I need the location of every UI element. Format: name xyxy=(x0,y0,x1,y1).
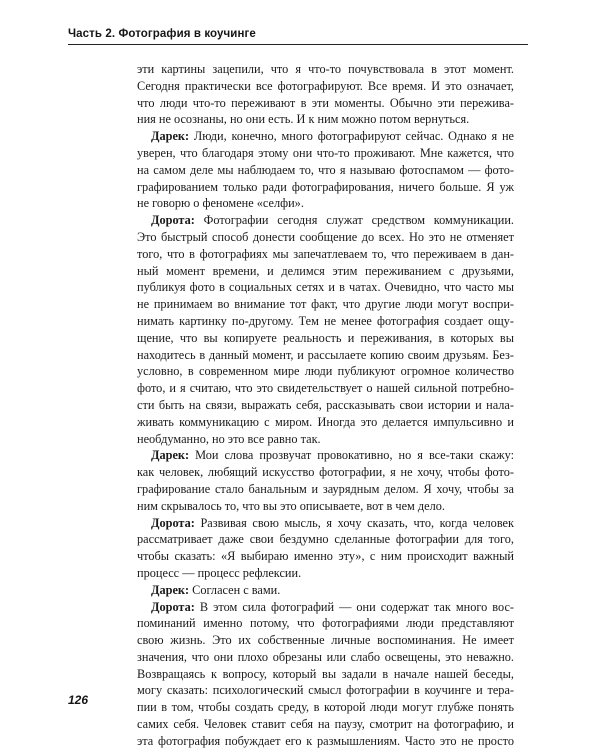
text-line xyxy=(137,313,514,330)
line-text: что люди что-то переживают в эти моменты. Обычно эти пережива- xyxy=(137,95,514,110)
text-line xyxy=(137,296,514,313)
text-line xyxy=(137,145,514,162)
line-text: графированием только ради фотографирования, ничего больше. Я уж xyxy=(137,179,514,194)
line-text: могу сказать: психологический смысл фотографии в коучинге и тера- xyxy=(137,683,514,698)
line-text: условно, в современном мире люди публикуют огромное количество xyxy=(137,364,514,379)
text-line xyxy=(137,632,514,649)
speaker-name: Дорота: xyxy=(151,515,195,530)
text-line xyxy=(137,330,514,347)
text-line xyxy=(137,699,514,716)
text-line xyxy=(137,565,514,582)
line-text: нимать картинку по-другому. Тем не менее фотография создает ощу- xyxy=(137,313,514,328)
line-text: как человек, любящий искусство фотографии, я не хочу, чтобы фото- xyxy=(137,465,514,480)
text-line xyxy=(137,464,514,481)
line-text: находитесь в данный момент, и рассылаете копию своим друзьям. Без- xyxy=(137,347,514,362)
text-line xyxy=(137,431,514,448)
dialogue-line-speaker xyxy=(137,599,514,616)
line-text: Мои слова прозвучат провокативно, но я все-таки скажу: xyxy=(189,448,514,463)
text-line xyxy=(137,246,514,263)
header-rule xyxy=(68,44,528,45)
text-line xyxy=(137,498,514,515)
text-line xyxy=(137,649,514,666)
line-text: самих себя. Человек ставит себя на паузу, смотрит на фотографию, и xyxy=(137,717,514,732)
text-line xyxy=(137,61,514,78)
text-line xyxy=(137,380,514,397)
dialogue-line-speaker xyxy=(137,582,514,599)
line-text: процесс — процесс рефлексии. xyxy=(137,565,302,580)
text-line xyxy=(137,363,514,380)
line-text: Сегодня практически все фотографируют. Все время. И это означает, xyxy=(137,78,514,93)
line-text: не говорю о феномене «селфи». xyxy=(137,196,304,211)
speaker-name: Дарек: xyxy=(151,448,190,463)
line-text: значения, что они плохо обрезаны или слабо освещены, это неважно. xyxy=(137,649,514,664)
line-text: Развивая свою мысль, я хочу сказать, что, когда человек xyxy=(194,515,514,530)
line-text: уверен, что благодаря этому они что-то проживают. Мне кажется, что xyxy=(137,145,514,160)
line-text: ный момент времени, и делимся этим переживанием с друзьями, xyxy=(137,263,514,278)
text-line xyxy=(137,615,514,632)
line-text: необдуманно, но это все равно так. xyxy=(137,431,321,446)
text-line xyxy=(137,666,514,683)
text-line xyxy=(137,263,514,280)
text-line xyxy=(137,162,514,179)
line-text: на самом деле мы наблюдаем то, что я называю фотоспамом — фото- xyxy=(137,162,514,177)
line-text: ния не осознаны, но они есть. И к ним можно потом вернуться. xyxy=(137,112,470,127)
line-text: графирование стало банальным и заурядным делом. Я хочу, чтобы за xyxy=(137,481,514,496)
line-text: того, что в фотографиях мы запечатлеваем то, что переживаем в дан- xyxy=(137,246,514,261)
line-text: сти быть на связи, выражать себя, рассказывать свои истории и нала- xyxy=(137,397,514,412)
line-text: Фотографии сегодня служат средством коммуникации. xyxy=(194,213,514,228)
line-text: Возвращаясь к вопросу, который вы задали в начале нашей беседы, xyxy=(137,666,514,681)
line-text: поминаний именно потому, что фотографиями люди представляют xyxy=(137,616,514,631)
text-line xyxy=(137,179,514,196)
text-line xyxy=(137,195,514,212)
line-text: эти картины зацепили, что я что-то почувствовала в этот момент. xyxy=(137,62,514,76)
line-text: пии в том, чтобы создать среду, в которой люди могут глубже понять xyxy=(137,700,514,715)
line-text: Это быстрый способ донести сообщение до всех. Но это не отменяет xyxy=(137,229,514,244)
line-text: живать коммуникацию с миром. Иногда это делается импульсивно и xyxy=(137,414,514,429)
text-line xyxy=(137,95,514,112)
line-text: В этом сила фотографий — они содержат так много вос- xyxy=(194,599,514,614)
dialogue-line-speaker xyxy=(137,515,514,532)
line-text: щение, что вы копируете реальность и переживания, в которых вы xyxy=(137,330,514,345)
dialogue-line-speaker xyxy=(137,212,514,229)
line-text: фото, и я считаю, что это свидетельствует о нашей сильной потребно- xyxy=(137,381,514,396)
text-line xyxy=(137,733,514,750)
text-line xyxy=(137,548,514,565)
dialogue-line-speaker xyxy=(137,447,514,464)
speaker-name: Дарек: xyxy=(151,582,190,597)
dialogue-line-speaker xyxy=(137,128,514,145)
line-text: Согласен с вами. xyxy=(189,582,281,597)
running-header: Часть 2. Фотография в коучинге xyxy=(68,28,256,40)
speaker-name: Дорота: xyxy=(151,599,195,614)
text-line xyxy=(137,111,514,128)
line-text: не принимаем во внимание тот факт, что другие люди могут воспри- xyxy=(137,297,514,312)
text-line xyxy=(137,78,514,95)
page-number: 126 xyxy=(68,693,89,707)
text-line xyxy=(137,229,514,246)
text-line xyxy=(137,279,514,296)
text-line xyxy=(137,414,514,431)
line-text: ним скрывалось то, что вы это описываете, вот в чем дело. xyxy=(137,498,445,513)
text-line xyxy=(137,682,514,699)
speaker-name: Дорота: xyxy=(151,213,195,228)
line-text: публикуя фото в социальных сетях и в чатах. Очевидно, что часто мы xyxy=(137,280,514,295)
page-body-text xyxy=(137,61,514,750)
line-text: чтобы сказать: «Я выбираю именно эту», с ним происходит важный xyxy=(137,549,514,564)
text-line xyxy=(137,347,514,364)
speaker-name: Дарек: xyxy=(151,129,190,144)
line-text: эта фотография побуждает его к размышлениям. Часто это не просто xyxy=(137,733,514,748)
line-text: рассматривает даже свои бездумно сделанные фотографии для того, xyxy=(137,532,514,547)
line-text: свою жизнь. Это их собственные личные воспоминания. Не имеет xyxy=(137,633,514,648)
text-line xyxy=(137,481,514,498)
text-line xyxy=(137,397,514,414)
line-text: Люди, конечно, много фотографируют сейчас. Однако я не xyxy=(189,129,514,144)
text-line xyxy=(137,716,514,733)
text-line xyxy=(137,531,514,548)
